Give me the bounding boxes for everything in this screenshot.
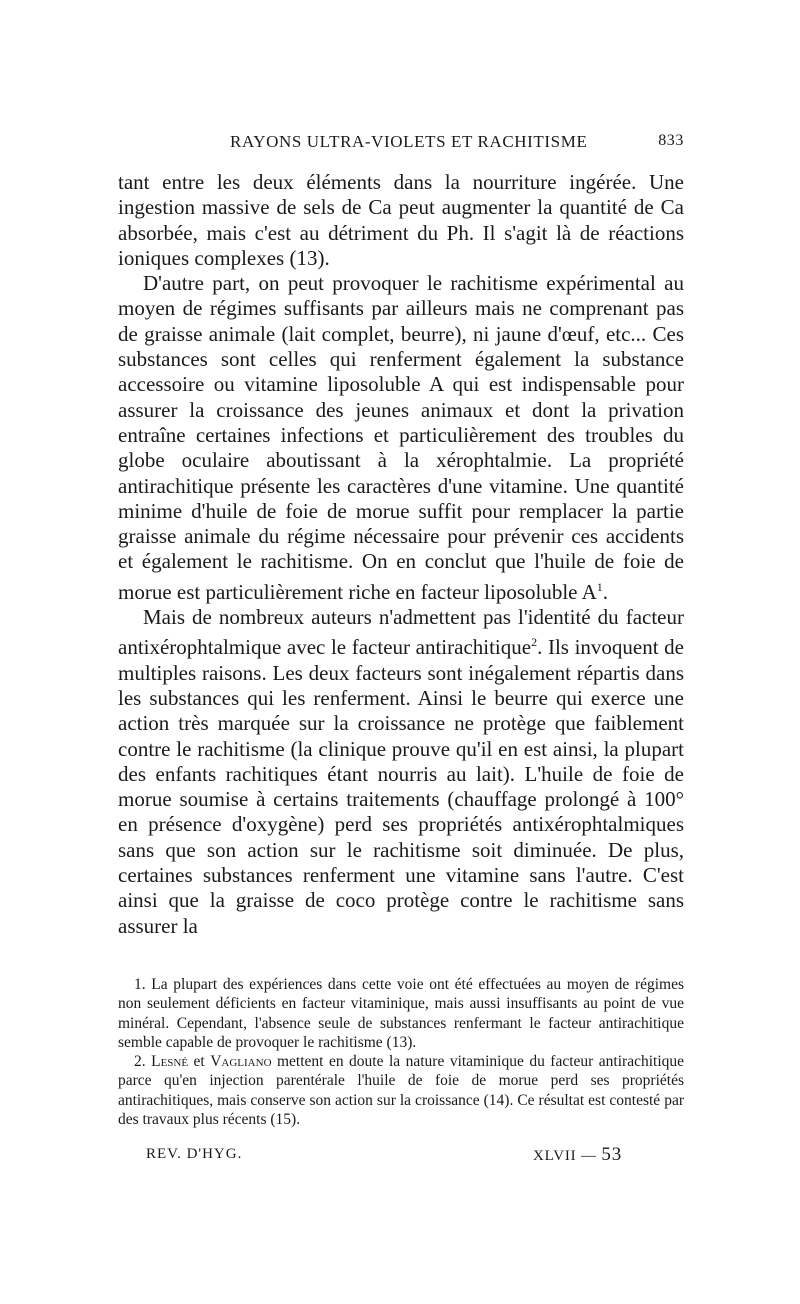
paragraph-3-text: Mais de nombreux auteurs n'admettent pas l'identité du facteur antixérophtalmique avec le facteur antirachitique	[118, 605, 684, 660]
footnotes	[118, 975, 684, 1129]
volume-number: XLVII	[533, 1148, 577, 1164]
paragraph-1: tant entre les deux éléments dans la nourriture ingérée. Une ingestion massive de sels de Ca peut augmenter la quantité de Ca absorbée, mais c'est au détriment du Ph. Il s'agit là de réactions ioniques complexes (13).	[118, 170, 684, 270]
journal-abbrev: REV. D'HYG.	[146, 1146, 243, 1162]
running-head	[118, 132, 684, 156]
footnote-ref-1: 1	[596, 579, 603, 594]
footnote-2-text: mettent en doute la nature vitaminique du facteur antirachitique parce qu'en injection parentérale l'huile de foie de morue perd ses propriétés antirachitiques, mais conserve son action sur la croissance (14). Ce résultat est contesté par des travaux plus récents (15).	[118, 1053, 685, 1129]
page-number: 833	[658, 132, 684, 149]
paragraph-2-text: D'autre part, on peut provoquer le rachitisme expérimental au moyen de régimes suffisants par ailleurs mais ne comprenant pas de graisse animale (lait complet, beurre), ni jaune d'œuf, etc... Ces substances sont celles qui renferment également la substance accessoire ou vitamine liposoluble A qui est indispensable pour assurer la croissance des jeunes animaux et dont la privation entraîne certaines infections et particulièrement des troubles du globe oculaire aboutissant à la xérophtalmie. La propriété antirachitique présente les caractères d'une vitamine. Une quantité minime d'huile de foie de morue suffit pour remplacer la partie graisse animale du régime nécessaire pour prévenir ces accidents et également le rachitisme. On en conclut que l'huile de foie de morue est particulièrement riche en facteur liposoluble A	[118, 271, 684, 604]
paragraph-2	[118, 271, 684, 605]
footnote-2-marker: 2.	[134, 1053, 146, 1071]
footnote-1-text: La plupart des expériences dans cette voie ont été effectuées au moyen de régimes non seulement déficients en facteur vitaminique, mais aussi insuffisants au point de vue minéral. Cependant, l'absence seule de substances renfermant le facteur antirachitique semble capable de provoquer le rachitisme (13).	[118, 976, 685, 1051]
printer-signature	[146, 1146, 622, 1170]
footnote-ref-2: 2	[531, 635, 538, 650]
signature-dash: —	[581, 1148, 597, 1164]
footnote-2-author-2: Vagliano	[210, 1053, 272, 1071]
main-text	[118, 170, 684, 939]
footnote-1-marker: 1.	[134, 976, 146, 993]
running-title: RAYONS ULTRA-VIOLETS ET RACHITISME	[230, 132, 588, 151]
sheet-number: 53	[601, 1144, 622, 1165]
volume-sheet	[533, 1144, 622, 1166]
paragraph-3	[118, 605, 684, 939]
footnote-2-author-1: Lesné	[151, 1053, 189, 1071]
paragraph-3-rest: . Ils invoquent de multiples raisons. Les deux facteurs sont inégalement répartis dans les substances qui les renferment. Ainsi le beurre qui exerce une action très marquée sur la croissance ne protège que faiblement contre le rachitisme (la clinique prouve qu'il en est ainsi, la plupart des enfants rachitiques étant nourris au lait). L'huile de foie de morue soumise à certains traitements (chauffage prolongé à 100° en présence d'oxygène) perd ses propriétés antixérophtalmiques sans que son action sur le rachitisme soit diminuée. De plus, certaines substances renferment une vitamine sans l'autre. C'est ainsi que la graisse de coco protège contre le rachitisme sans assurer la	[118, 635, 684, 938]
footnote-2-et: et	[188, 1053, 211, 1071]
footnote-1	[118, 975, 684, 1052]
footnote-2	[118, 1052, 684, 1129]
paragraph-2-end: .	[602, 579, 608, 604]
